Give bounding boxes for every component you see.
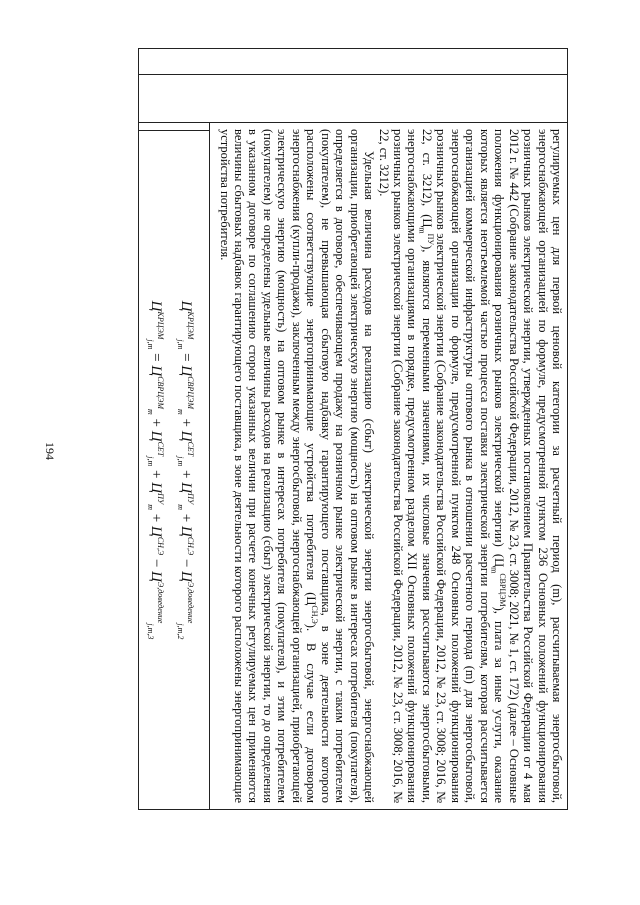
symbol-superscript: ПУ bbox=[426, 233, 436, 246]
f2-t3-sup: ПУ bbox=[156, 493, 165, 505]
formula-row bbox=[139, 123, 210, 809]
paragraph-2-part-2: ). В случае если договором энергоснабжения (купли-продажи), заключенным между энергосбытовой, энергоснабжающей организацией, приобретающей электрическую энергию (мощность) на оптовом рынке в интересах потребителя (покупателя), и этим потребителем (покупателем) не определены удельные величины расходов на реализацию (сбыт) электрической энергии, то до определения в указанном договоре по соглашению сторон указанных величин при расчете конечных регулируемых цен применяются величины сбытовых надбавок гарантирующего поставщика, в зоне деятельности которого расположены энергопринимающие устройства потребителя. bbox=[217, 129, 319, 803]
paragraph-2-part-1: Удельная величина расходов на реализацию (сбыт) электрической энергии энергосбытовой, энергоснабжающей организации, приобретающей электрическую энергию (мощность) на оптовом рынке в интересах потребителя (покупателя), определяется в договоре, обеспечивающем продажу на розничном рынке электрической энергии, с таким потребителем (покупателем), не превышающая сбытовую надбавку гарантирующего поставщика, в зоне деятельности которого расположены соответствующие энергопринимающие устройства потребителя ( bbox=[304, 129, 377, 803]
symbol-superscript: СН,Э bbox=[310, 605, 320, 624]
paragraph-1-part-1: регулируемых цен для первой ценовой категории за расчетный период (m), рассчитываемая энергосбытовой, энергоснабжающей организацией по формуле, предусмотренной пунктом 236 Основных положений функционирования розничных рынков электрической энергии, утвержденных постановлением Правительства Российской Федерации от 4 мая 2012 г. № 442 (Собрание законодательства Российской Федерации, 2012, № 23, ст. 3008; 2021, № 1, ст. 172) (далее – Основные положения функционирования розничных рынков электрической энергии) ( bbox=[492, 129, 564, 803]
f1-t1-sub: m bbox=[176, 409, 185, 415]
table-frame bbox=[138, 48, 568, 810]
paragraph-1 bbox=[376, 129, 564, 803]
f1-lhs-sup: КРЦЭМ bbox=[186, 311, 195, 340]
f2-t1: Ц bbox=[148, 365, 164, 377]
f2-minus: − bbox=[148, 555, 164, 572]
f2-t5: Ц bbox=[148, 571, 164, 583]
f2-t3: Ц bbox=[148, 482, 164, 494]
f2-plus1: + bbox=[148, 414, 164, 431]
f1-t1-sup: СВРЦЭМ bbox=[186, 376, 195, 409]
f1-minus: − bbox=[178, 555, 194, 572]
f1-plus1: + bbox=[178, 414, 194, 431]
symbol-subscript: m bbox=[489, 567, 499, 574]
symbol-letter: Ц bbox=[492, 558, 507, 568]
symbol-subscript: m bbox=[417, 227, 427, 234]
paragraph-1-part-2: ), плата за иные услуги, оказание которых является неотъемлемой частью процесса поставки электрической энергии потребителям, которая рассчитывается организацией коммерческой инфраструктуры оптового рынка в отношении расчетного периода (m) для энергосбытовой, энергоснабжающей организации по формуле, предусмотренной пунктом 248 Основных положений функционирования розничных рынков электрической энергии (Собрание законодательства Российской Федерации, 2012, № 23, ст. 3008; 2016, № 22, ст. 3212), ( bbox=[419, 129, 507, 803]
f2-t1-sup: СВРЦЭМ bbox=[156, 376, 165, 409]
f2-t5-sup: Э,доведение bbox=[156, 582, 165, 624]
f2-t2-sub: j,m bbox=[146, 456, 155, 467]
empty-column-1 bbox=[139, 49, 567, 75]
f1-t5-sub: j,m,2 bbox=[176, 623, 185, 640]
f1-t3-sup: ПУ bbox=[186, 493, 195, 505]
f1-t3: Ц bbox=[178, 482, 194, 494]
page-number: 194 bbox=[43, 442, 57, 460]
f2-t5-sub: j,m,3 bbox=[146, 623, 155, 640]
formulas-cell bbox=[139, 131, 209, 809]
f2-t2-sup: СЕТ bbox=[156, 441, 165, 457]
f2-lhs-sub: j,m bbox=[146, 339, 155, 350]
paragraph-1-part-3: ), являются переменными значениями, их числовые значения рассчитываются энергосбытовыми, энергоснабжающими организациями в порядке, предусмотренном разделом XII Основных положений функционирования розничных рынков электрической энергии (Собрание законодательства Российской Федерации, 2012, № 23, ст. 3008; 2016, № 22, ст. 3212). bbox=[376, 129, 434, 803]
paragraph-2 bbox=[217, 129, 376, 803]
f2-plus3: + bbox=[148, 510, 164, 526]
f2-eq: = bbox=[148, 349, 164, 366]
symbol-sne bbox=[304, 596, 318, 623]
f1-t1: Ц bbox=[178, 365, 194, 377]
content-column bbox=[139, 123, 567, 809]
f1-plus2: + bbox=[178, 466, 194, 483]
symbol-letter: Ц bbox=[419, 218, 434, 228]
f2-t4: Ц bbox=[148, 526, 164, 537]
symbol-svrcem bbox=[489, 558, 508, 607]
formula-1 bbox=[171, 131, 201, 809]
body-text bbox=[210, 123, 567, 809]
f1-lhs-sub: j,m bbox=[176, 339, 185, 350]
f2-t3-sub: m bbox=[146, 504, 155, 511]
symbol-pu bbox=[417, 218, 436, 246]
symbol-letter: Ц bbox=[304, 596, 319, 606]
f1-t3-sub: m bbox=[176, 504, 185, 511]
f1-t5-sup: Э,доведение bbox=[186, 582, 195, 624]
f1-t2-sub: j,m bbox=[176, 456, 185, 467]
f2-t2: Ц bbox=[148, 430, 164, 442]
symbol-superscript: СВРЦЭМ bbox=[498, 573, 508, 607]
formula-2 bbox=[141, 131, 171, 809]
f2-lhs-sup: КРЦЭМ bbox=[156, 311, 165, 340]
f1-t5: Ц bbox=[178, 571, 194, 583]
f1-t4: Ц bbox=[178, 526, 194, 537]
f2-lhs: Ц bbox=[148, 300, 164, 312]
formula-gap-cell bbox=[139, 123, 209, 131]
f1-t4-sup: СН,Э bbox=[186, 536, 195, 556]
f2-t1-sub: m bbox=[146, 409, 155, 415]
f2-plus2: + bbox=[148, 466, 164, 483]
rotated-page-content bbox=[108, 48, 568, 810]
f2-t4-sup: СН,Э bbox=[156, 536, 165, 556]
f1-lhs: Ц bbox=[178, 300, 194, 312]
empty-column-2 bbox=[139, 75, 567, 123]
f1-t2-sup: СЕТ bbox=[186, 441, 195, 457]
f1-plus3: + bbox=[178, 510, 194, 526]
f1-t2: Ц bbox=[178, 430, 194, 442]
f1-eq: = bbox=[178, 349, 194, 366]
